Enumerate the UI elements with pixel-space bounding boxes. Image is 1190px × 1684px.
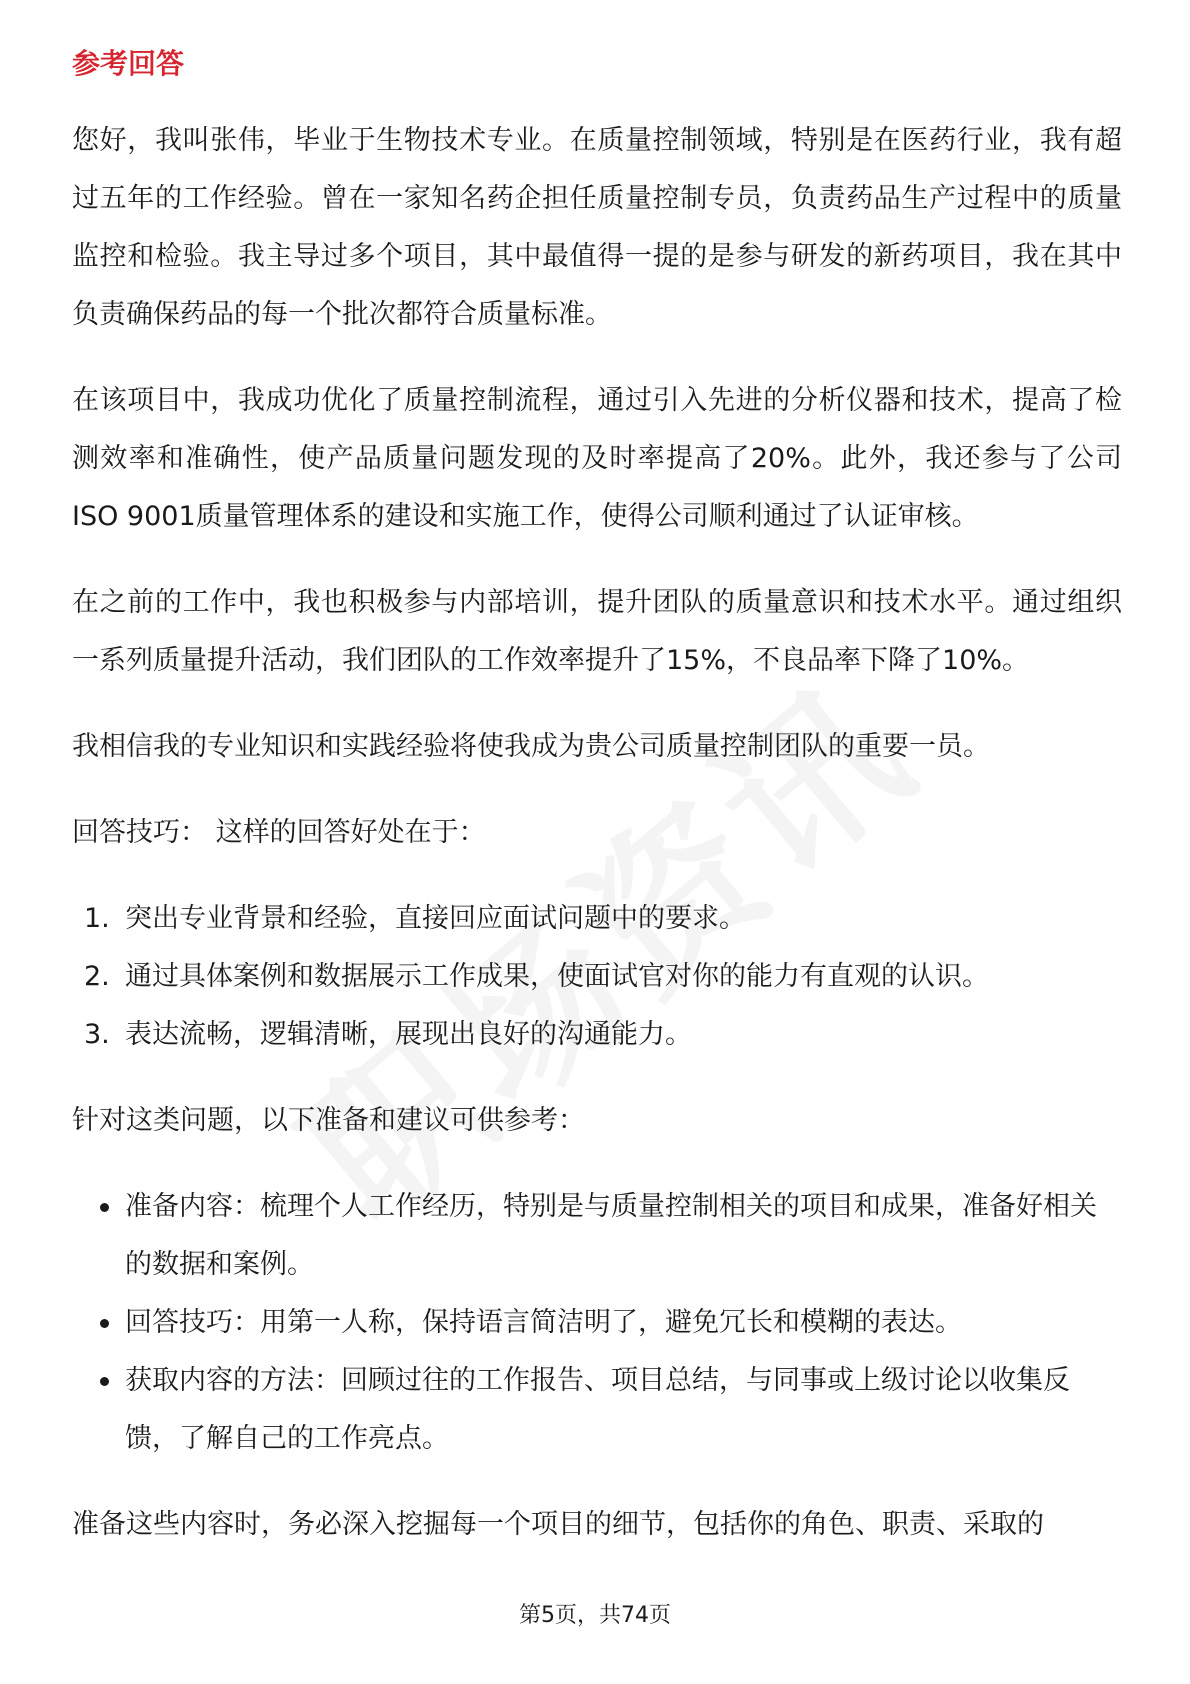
tips-list — [72, 890, 1122, 1064]
list-number: 1. — [84, 903, 110, 934]
list-item-text: 回答技巧：用第一人称，保持语言简洁明了，避免冗长和模糊的表达。 — [125, 1307, 962, 1338]
paragraph-training: 在之前的工作中，我也积极参与内部培训，提升团队的质量意识和技术水平。通过组织一系列质量提升活动，我们团队的工作效率提升了15%，不良品率下降了10%。 — [72, 587, 1122, 676]
list-item — [72, 948, 1122, 1006]
paragraph-closing: 准备这些内容时，务必深入挖掘每一个项目的细节，包括你的角色、职责、采取的 — [72, 1509, 1044, 1540]
paragraph-intro: 您好，我叫张伟，毕业于生物技术专业。在质量控制领域，特别是在医药行业，我有超过五年的工作经验。曾在一家知名药企担任质量控制专员，负责药品生产过程中的质量监控和检验。我主导过多个项目，其中最值得一提的是参与研发的新药项目，我在其中负责确保药品的每一个批次都符合质量标准。 — [72, 125, 1122, 330]
prep-intro: 针对这类问题，以下准备和建议可供参考： — [72, 1105, 585, 1136]
list-item-text: 通过具体案例和数据展示工作成果，使面试官对你的能力有直观的认识。 — [125, 961, 989, 992]
list-item — [72, 1178, 1122, 1294]
bullet-icon — [100, 1377, 109, 1386]
list-item-text: 突出专业背景和经验，直接回应面试问题中的要求。 — [125, 903, 746, 934]
list-number: 2. — [84, 961, 110, 992]
list-item — [72, 1352, 1122, 1468]
list-item-text: 准备内容：梳理个人工作经历，特别是与质量控制相关的项目和成果，准备好相关的数据和案例。 — [125, 1191, 1097, 1280]
list-item — [72, 1294, 1122, 1352]
document-content — [72, 44, 1122, 1582]
bullet-icon — [100, 1319, 109, 1328]
paragraph-conclusion: 我相信我的专业知识和实践经验将使我成为贵公司质量控制团队的重要一员。 — [72, 731, 990, 762]
prep-list — [72, 1178, 1122, 1468]
list-item — [72, 890, 1122, 948]
section-heading: 参考回答 — [72, 47, 185, 80]
paragraph-project: 在该项目中，我成功优化了质量控制流程，通过引入先进的分析仪器和技术，提高了检测效率和准确性，使产品质量问题发现的及时率提高了20%。此外，我还参与了公司ISO 9001质量管理体系的建设和实施工作，使得公司顺利通过了认证审核。 — [72, 385, 1122, 532]
tips-intro: 回答技巧： 这样的回答好处在于： — [72, 817, 486, 848]
list-item-text: 表达流畅，逻辑清晰，展现出良好的沟通能力。 — [125, 1019, 692, 1050]
list-item-text: 获取内容的方法：回顾过往的工作报告、项目总结，与同事或上级讨论以收集反馈，了解自己的工作亮点。 — [125, 1365, 1070, 1454]
list-number: 3. — [84, 1019, 110, 1050]
list-item — [72, 1006, 1122, 1064]
page-number: 第5页，共74页 — [519, 1603, 671, 1628]
bullet-icon — [100, 1203, 109, 1212]
